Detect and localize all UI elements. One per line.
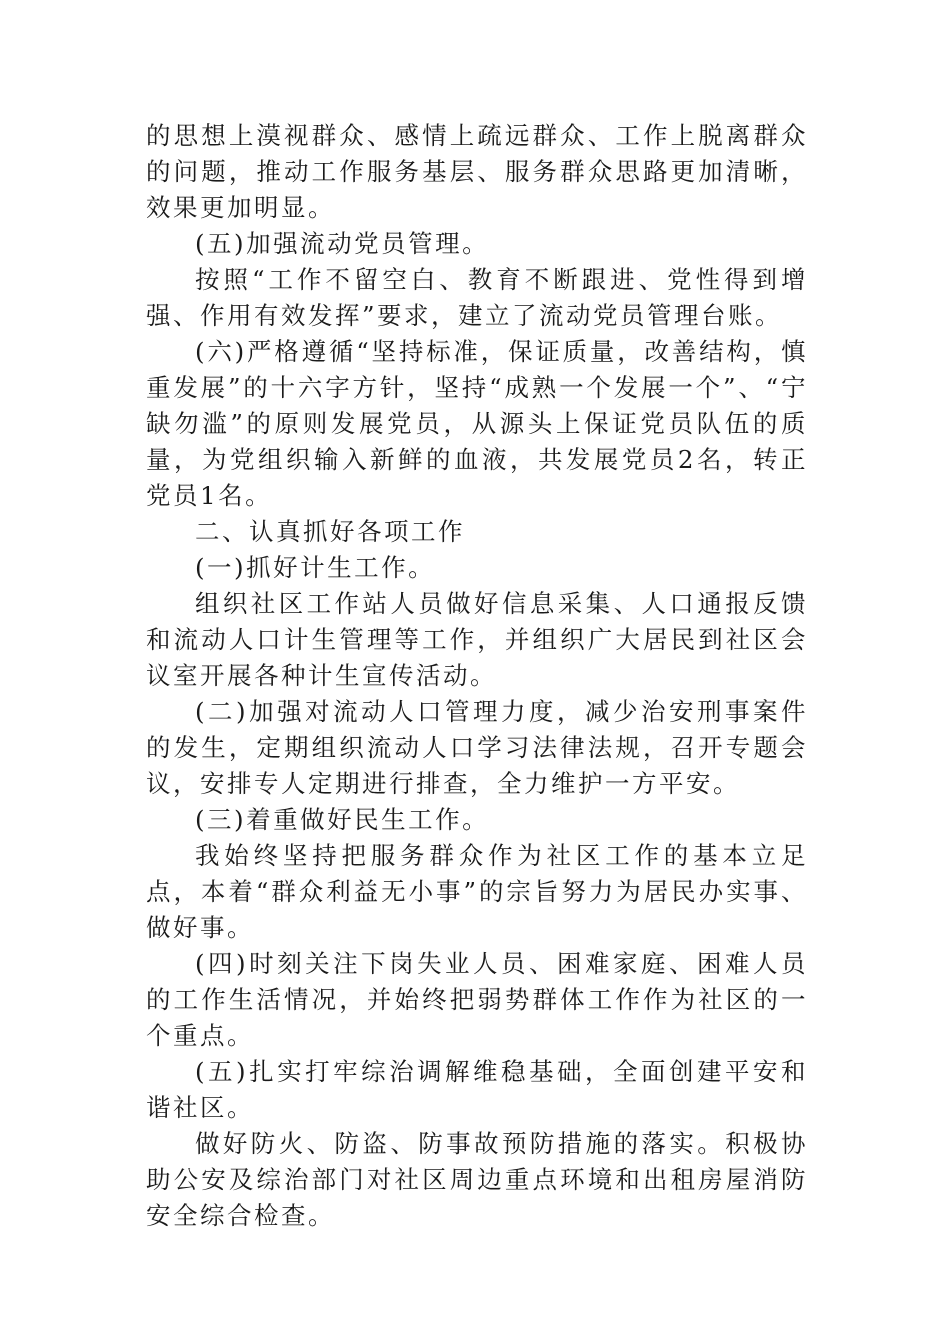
paragraph-mobile-members: 按照“工作不留空白、教育不断跟进、党性得到增强、作用有效发挥”要求，建立了流动党员管理台账。 [146, 265, 808, 330]
paragraph-family-planning: 组织社区工作站人员做好信息采集、人口通报反馈和流动人口计生管理等工作，并组织广大居民到社区会议室开展各种计生宣传活动。 [146, 589, 808, 690]
paragraph-livelihood: 我始终坚持把服务群众作为社区工作的基本立足点，本着“群众利益无小事”的宗旨努力为居民办实事、做好事。 [146, 841, 808, 942]
document-body [146, 118, 808, 1234]
heading-section-3-livelihood: (三)着重做好民生工作。 [195, 805, 490, 834]
paragraph-fire-safety: 做好防火、防盗、防事故预防措施的落实。积极协助公安及综治部门对社区周边重点环境和出租房屋消防安全综合检查。 [146, 1129, 808, 1230]
paragraph-section-6-recruitment: (六)严格遵循“坚持标准，保证质量，改善结构，慎重发展”的十六字方针，坚持“成熟一个发展一个”、“宁缺勿滥”的原则发展党员，从源头上保证党员队伍的质量，为党组织输入新鲜的血液，共发展党员2名，转正党员1名。 [146, 337, 808, 510]
heading-section-1-family-planning: (一)抓好计生工作。 [195, 553, 436, 582]
heading-section-5-mobile-members: (五)加强流动党员管理。 [195, 229, 490, 258]
paragraph-section-5-stability: (五)扎实打牢综治调解维稳基础，全面创建平安和谐社区。 [146, 1057, 808, 1122]
heading-part-2-work: 二、认真抓好各项工作 [195, 517, 465, 546]
paragraph-continuation: 的思想上漠视群众、感情上疏远群众、工作上脱离群众的问题，推动工作服务基层、服务群众思路更加清晰，效果更加明显。 [146, 121, 808, 222]
paragraph-section-2-floating-population: (二)加强对流动人口管理力度，减少治安刑事案件的发生，定期组织流动人口学习法律法规，召开专题会议，安排专人定期进行排查，全力维护一方平安。 [146, 697, 808, 798]
paragraph-section-4-vulnerable-groups: (四)时刻关注下岗失业人员、困难家庭、困难人员的工作生活情况，并始终把弱势群体工作作为社区的一个重点。 [146, 949, 808, 1050]
